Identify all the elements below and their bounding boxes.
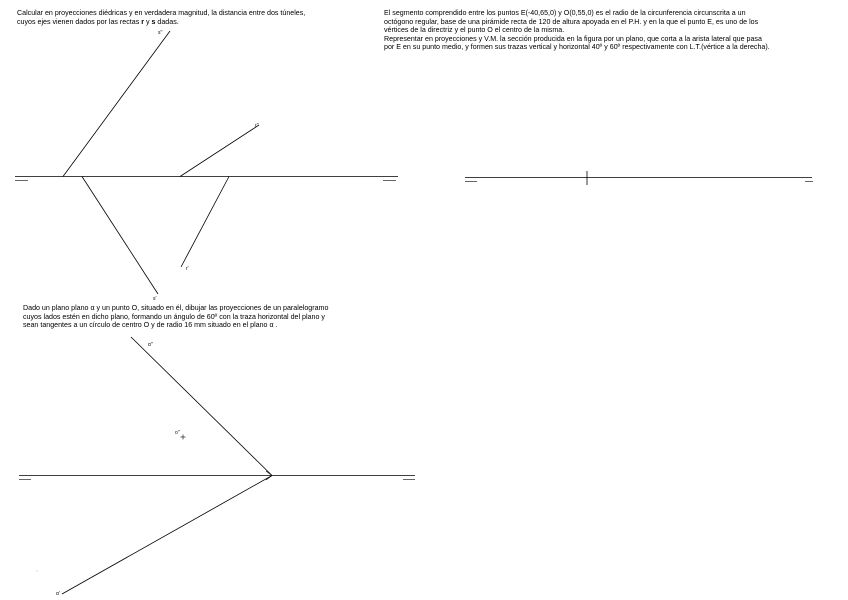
conjunction-y: y bbox=[143, 17, 152, 26]
problem-3-line-1: Dado un plano plano α y un punto O, situado en él, dibujar las proyecciones de un paralelogramo bbox=[23, 304, 329, 312]
label-s-horizontal: s' bbox=[153, 296, 157, 302]
line-s-vertical-projection bbox=[63, 31, 170, 177]
problem-1-line-2-start: cuyos ejes vienen dados por las rectas bbox=[17, 17, 142, 26]
plane-alpha-horizontal-trace bbox=[62, 476, 272, 595]
line-r-vertical-projection bbox=[180, 125, 259, 177]
problem-2-line-1: El segmento comprendido entre los puntos E(-40,65,0) y O(0,55,0) es el radio de la circunferencia circunscrita a un bbox=[384, 9, 746, 17]
exercise-1-drawing bbox=[15, 30, 398, 302]
label-o-vertical: o'' bbox=[175, 430, 180, 436]
problem-2-line-3: vértices de la directriz y el punto O el centro de la misma. bbox=[384, 26, 565, 35]
label-s-vertical: s'' bbox=[158, 30, 163, 36]
problem-3-line-3: sean tangentes a un círculo de centro O y de radio 16 mm situado en el plano α . bbox=[23, 321, 278, 330]
exercise-3-drawing bbox=[19, 337, 415, 597]
problem-2-line-4: Representar en proyecciones y V.M. la sección producida en la figura por un plano, que corta a la arista lateral que pasa bbox=[384, 34, 762, 43]
trace-vertex-mark-a bbox=[266, 471, 272, 476]
line-r-horizontal-projection bbox=[181, 177, 229, 268]
point-o-vertical-marker bbox=[181, 435, 186, 440]
label-r-horizontal: r' bbox=[186, 266, 189, 272]
label-alpha-horizontal: α' bbox=[56, 591, 60, 597]
stray-dot bbox=[37, 571, 38, 572]
line-r-name: r bbox=[141, 17, 144, 26]
trace-vertex-mark-b bbox=[266, 476, 272, 481]
plane-alpha-vertical-trace bbox=[131, 337, 272, 476]
exercise-2-drawing bbox=[465, 171, 813, 185]
problem-2-line-5: por E en su punto medio, y formen sus trazas vertical y horizontal 40º y 60º respectivamente con L.T.(vértice a la derecha). bbox=[384, 43, 770, 52]
problem-2-line-2: octógono regular, base de una pirámide recta de 120 de altura apoyada en el P.H. y en la que el punto E, es uno de los bbox=[384, 17, 759, 26]
line-s-horizontal-projection bbox=[82, 177, 158, 295]
problem-1-line-2-end: dadas. bbox=[155, 17, 179, 26]
problem-1-line-1: Calcular en proyecciones diédricas y en verdadera magnitud, la distancia entre dos túneles, bbox=[17, 9, 306, 17]
problem-3-line-2: cuyos lados estén en dicho plano, formando un ángulo de 60º con la traza horizontal del plano y bbox=[23, 312, 325, 321]
label-r-vertical: r'' bbox=[255, 123, 259, 129]
line-s-name: s bbox=[151, 17, 156, 26]
label-alpha-vertical: α'' bbox=[148, 342, 153, 348]
